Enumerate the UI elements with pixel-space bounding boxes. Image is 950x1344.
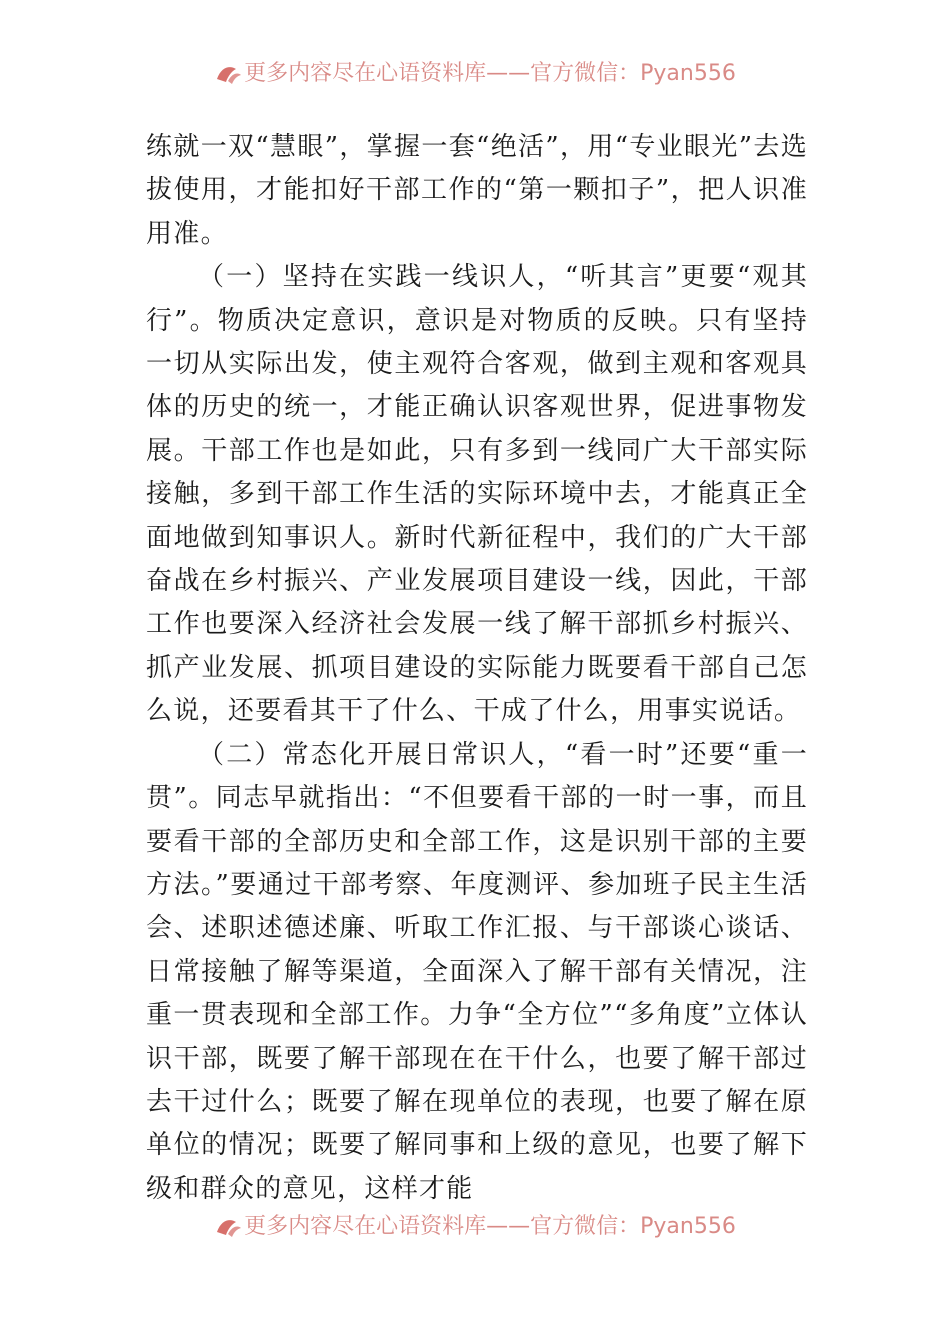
paragraph-continued: 练就一双“慧眼”，掌握一套“绝活”，用“专业眼光”去选拔使用，才能扣好干部工作的“第一颗扣子”，把人识准用准。 (146, 132, 808, 249)
header-watermark (0, 50, 950, 86)
paragraph-section-one: （一）坚持在实践一线识人，“听其言”更要“观其行”。物质决定意识，意识是对物质的反映。只有坚持一切从实际出发，使主观符合客观，做到主观和客观具体的历史的统一，才能正确认识客观世界，促进事物发展。干部工作也是如此，只有多到一线同广大干部实际接触，多到干部工作生活的实际环境中去，才能真正全面地做到知事识人。新时代新征程中，我们的广大干部奋战在乡村振兴、产业发展项目建设一线，因此，干部工作也要深入经济社会发展一线了解干部抓乡村振兴、抓产业发展、抓项目建设的实际能力既要看干部自己怎么说，还要看其干了什么、干成了什么，用事实说话。 (146, 262, 808, 727)
brand-logo-icon (214, 1216, 242, 1238)
watermark-text: 更多内容尽在心语资料库——官方微信：Pyan556 (244, 1214, 736, 1239)
footer-watermark (0, 1203, 950, 1239)
brand-logo-icon (214, 63, 242, 85)
paragraph-section-two: （二）常态化开展日常识人，“看一时”还要“重一贯”。同志早就指出：“不但要看干部的一时一事，而且要看干部的全部历史和全部工作，这是识别干部的主要方法。”要通过干部考察、年度测评、参加班子民主生活会、述职述德述廉、听取工作汇报、与干部谈心谈话、日常接触了解等渠道，全面深入了解干部有关情况，注重一贯表现和全部工作。力争“全方位”“多角度”立体认识干部，既要了解干部现在在干什么，也要了解干部过去干过什么；既要了解在现单位的表现，也要了解在原单位的情况；既要了解同事和上级的意见，也要了解下级和群众的意见，这样才能 (146, 739, 808, 1204)
document-body (146, 126, 808, 1211)
watermark-text: 更多内容尽在心语资料库——官方微信：Pyan556 (244, 61, 736, 86)
